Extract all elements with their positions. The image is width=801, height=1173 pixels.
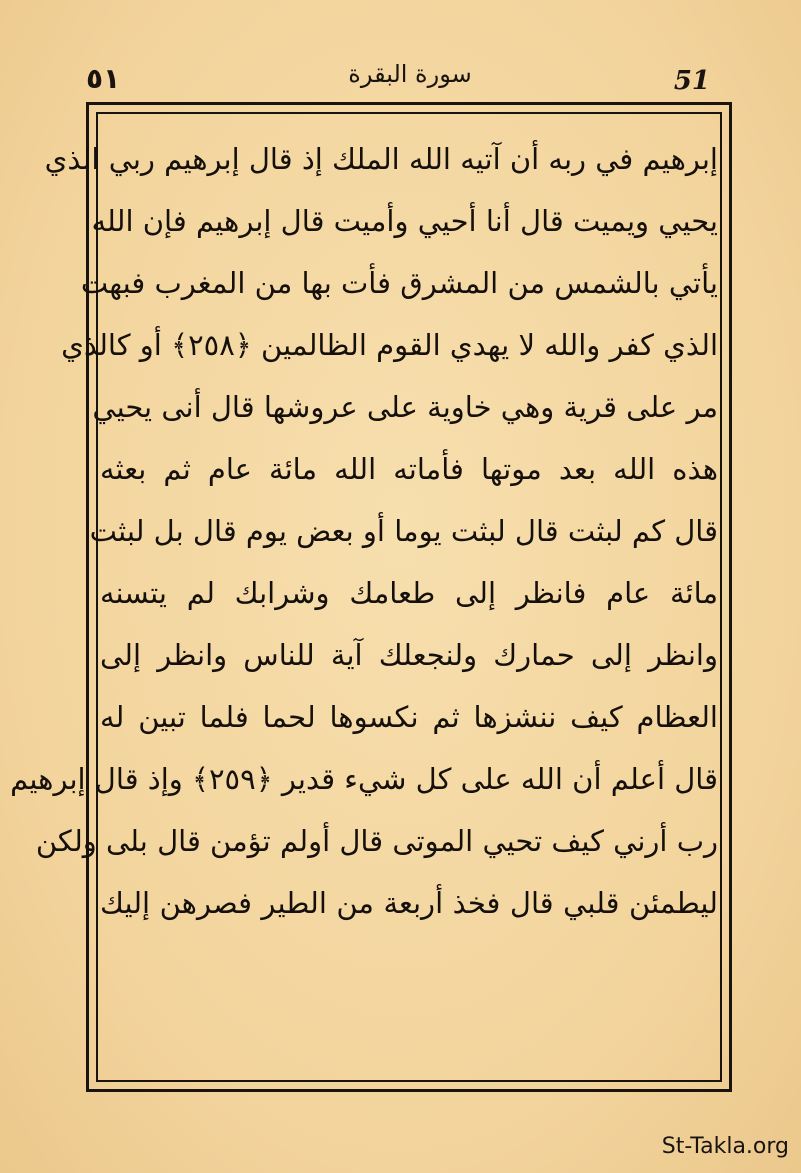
page-number-arabic: ٥١ [86,62,121,95]
page-header [70,58,750,102]
text-line: قال كم لبثت قال لبثت يوما أو بعض يوم قال بل لبثت [89,514,718,548]
page-number-latin: 51 [673,66,710,96]
watermark-text: St-Takla.org [661,1134,789,1159]
text-line: قال أعلم أن الله على كل شيء قدير ﴿٢٥٩﴾ وإذ قال إبرهيم [10,762,718,796]
text-line: الذي كفر والله لا يهدي القوم الظالمين ﴿٢٥٨﴾ أو كالذي [61,328,718,362]
text-line: يأتي بالشمس من المشرق فأت بها من المغرب فبهت [80,266,718,300]
text-line: يحيي ويميت قال أنا أحيي وأميت قال إبرهيم فإن الله [91,204,718,238]
text-line: هذه الله بعد موتها فأماته الله مائة عام ثم بعثه [100,452,718,486]
text-line: مر على قرية وهي خاوية على عروشها قال أنى يحيي [92,390,718,424]
text-line: رب أرني كيف تحيي الموتى قال أولم تؤمن قال بلى ولكن [35,824,718,858]
text-line: إبرهيم في ربه أن آتيه الله الملك إذ قال إبرهيم ربي الذي [44,142,718,176]
text-line: العظام كيف ننشزها ثم نكسوها لحما فلما تبين له [100,700,718,734]
text-line: مائة عام فانظر إلى طعامك وشرابك لم يتسنه [100,576,718,610]
text-line: وانظر إلى حمارك ولنجعلك آية للناس وانظر إلى [100,638,718,672]
text-line: ليطمئن قلبي قال فخذ أربعة من الطير فصرهن إليك [100,886,718,920]
surah-title: سورة البقرة [348,60,472,88]
verse-text-block [10,128,718,1068]
